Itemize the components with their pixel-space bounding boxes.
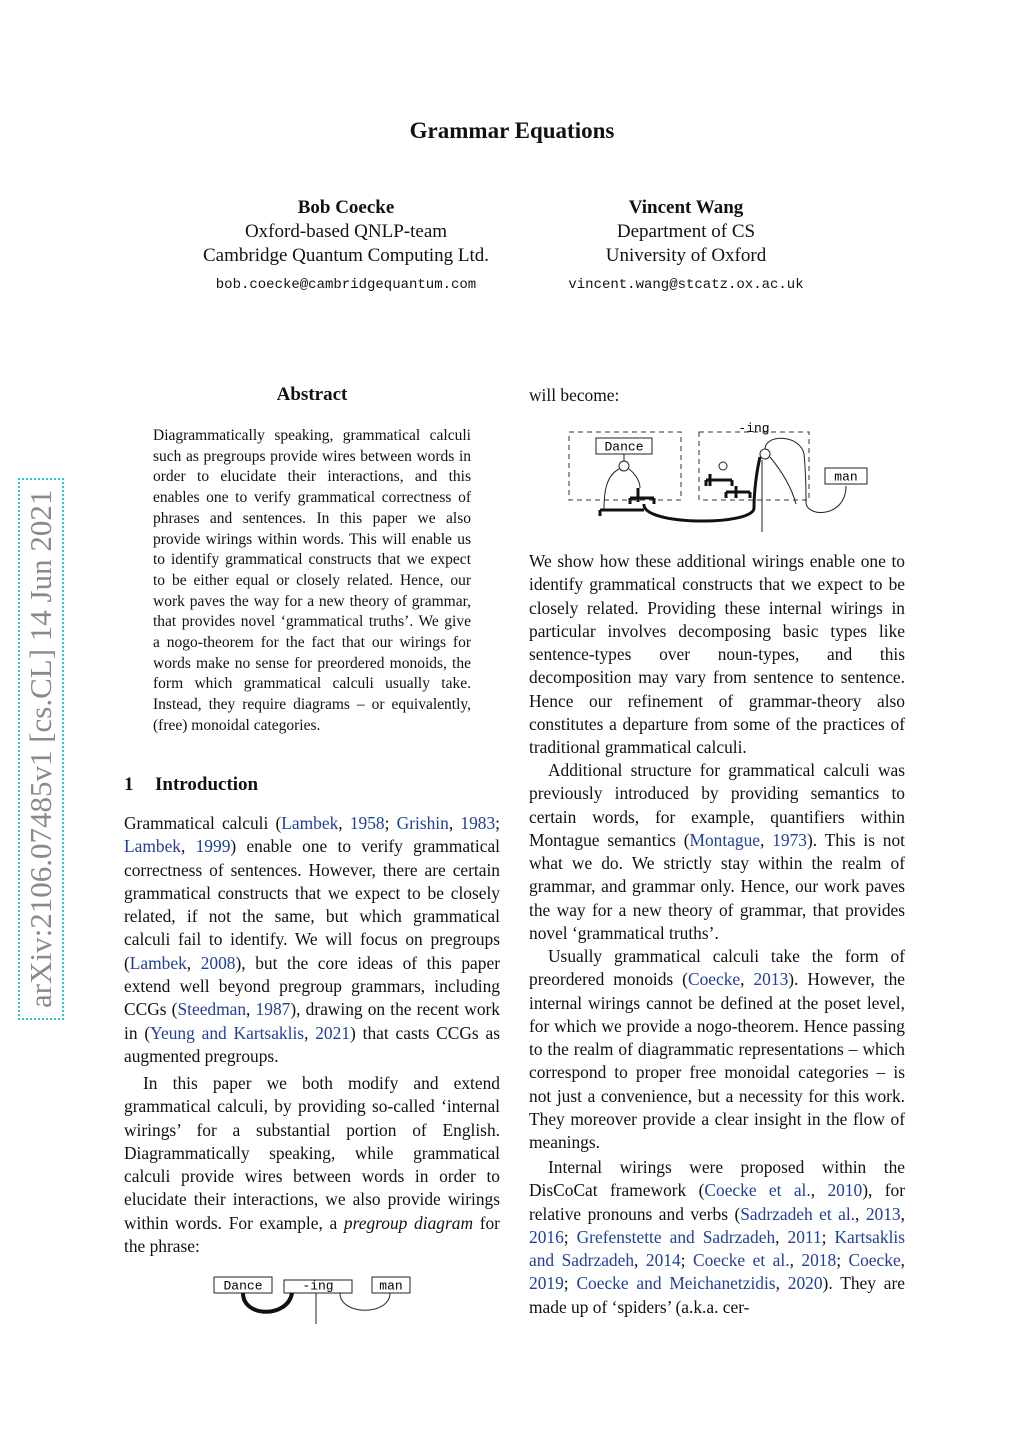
citation-link[interactable]: Grishin: [396, 813, 449, 833]
text-run: ;: [563, 1226, 577, 1247]
text-run: ,: [186, 952, 201, 973]
text-run: ) that casts CCGs as augmented pregroups.: [124, 1022, 500, 1066]
cup-wire: [243, 1293, 292, 1312]
citation-link[interactable]: Lambek: [124, 836, 181, 857]
section-number: 1: [124, 774, 134, 795]
citation-link[interactable]: 2016: [529, 1226, 564, 1247]
spider-node: [760, 449, 770, 459]
emphasis-term: pregroup diagram: [343, 1212, 473, 1233]
author-name: Vincent Wang: [628, 197, 744, 218]
author-affiliation: Department of CS: [616, 221, 756, 242]
text-run: ,: [304, 1022, 316, 1043]
word-label-man: man: [834, 469, 858, 485]
word-label-man: man: [379, 1278, 403, 1294]
text-run: ;: [495, 813, 500, 833]
type-bracket: [706, 474, 732, 486]
abstract-heading: Abstract: [276, 384, 348, 405]
text-run: ,: [900, 1203, 905, 1224]
text-run: ) enable one to verify grammatical correctness of sentences. However, there are certain grammatical constructs that we expect to be closely related, if not the same, but which grammatical calculi fail to identify. We will focus on pregroups (: [124, 836, 500, 973]
text-run: ,: [775, 1226, 788, 1247]
citation-link[interactable]: Coecke and Meichanetzidis: [576, 1273, 776, 1294]
author-email[interactable]: vincent.wang@stcatz.ox.ac.uk: [568, 277, 804, 293]
wire: [770, 457, 796, 504]
citation-link[interactable]: 2010: [827, 1180, 863, 1201]
author-block-2: [506, 196, 866, 294]
word-label-dance: Dance: [604, 439, 644, 455]
body-paragraph-1: We show how these additional wirings enable one to identify grammatical constructs that we expect to be closely related. Providing these internal wirings in particular involves decomposing basic types like sentence-types over noun-types, and this decomposition may vary from sentence to sentence. Hence our refinement of grammar-theory also constitutes a departure from some of the practices of traditional grammatical calculi.: [529, 551, 905, 758]
citation-link[interactable]: 2008: [200, 952, 236, 973]
body-paragraph-4: [529, 1156, 905, 1319]
text-run: ), but the core ideas of this paper extend well beyond pregroup grammars, including CCGs (: [124, 952, 500, 1020]
text-run: ;: [384, 813, 397, 833]
text-run: ;: [563, 1273, 577, 1294]
author-name: Bob Coecke: [297, 197, 395, 218]
text-run: ,: [338, 813, 350, 833]
word-label-ing: -ing: [302, 1278, 334, 1294]
text-run: ,: [246, 999, 256, 1020]
text-run: for the phrase:: [124, 1212, 500, 1257]
citation-link[interactable]: 2020: [787, 1273, 823, 1294]
abstract-text: Diagrammatically speaking, grammatical calculi such as pregroups provide wires between words in order to elucidate their interactions, and this enables one to verify grammatical correctness of phrases and sentences. In this paper we also provide wirings within words. This will enable us to identify grammatical constructs that we expect to be either equal or closely related. Hence, our work paves the way for a new theory of grammar, that provides novel ‘grammatical truths’. We give a nogo-theorem for the fact that our wirings for words make no sense for preordered monoids, the form which grammatical calculi usually take. Instead, they require diagrams – or equivalently, (free) monoidal categories.: [153, 427, 471, 734]
cup-wire: [644, 457, 760, 521]
text-run: ,: [634, 1250, 646, 1271]
citation-link[interactable]: Lambek: [129, 952, 187, 973]
text-run: ,: [448, 813, 461, 833]
body-paragraph-2: [529, 759, 905, 945]
author-affiliation: Oxford-based QNLP-team: [244, 221, 448, 242]
citation-link[interactable]: Steedman: [177, 999, 247, 1020]
citation-link[interactable]: Yeung and Kartsaklis: [150, 1022, 305, 1043]
spider-node: [619, 461, 629, 471]
citation-link[interactable]: Montague: [689, 829, 761, 850]
text-run: ,: [789, 1250, 802, 1271]
text-run: ). This is not what we do. We strictly stay within the realm of grammar, and grammar only. Hence, our work paves the way for a new theory of grammar, that provides novel ‘grammatical truths’.: [529, 829, 905, 944]
text-run: ;: [836, 1250, 849, 1271]
type-bracket: [726, 486, 750, 498]
type-bracket: [600, 510, 644, 516]
citation-link[interactable]: 2019: [529, 1273, 564, 1294]
text-run: ), for relative pronouns and verbs (: [529, 1180, 905, 1224]
text-run: Grammatical calculi (: [124, 813, 282, 833]
wire: [604, 469, 619, 509]
citation-link[interactable]: 1973: [772, 829, 807, 850]
section-title: Introduction: [155, 774, 259, 795]
citation-link[interactable]: 2013: [865, 1203, 901, 1224]
word-label-dance: Dance: [223, 1278, 263, 1294]
section-heading: [124, 774, 258, 796]
word-label-ing: -ing: [738, 421, 770, 436]
lead-sentence: will become:: [529, 385, 620, 405]
author-block-1: [166, 196, 526, 294]
text-run: Internal wirings were proposed within the DisCoCat framework (: [529, 1157, 905, 1201]
intro-paragraph-2: [124, 1072, 500, 1258]
text-run: ,: [810, 1180, 828, 1201]
pregroup-diagram: [200, 1268, 430, 1328]
text-run: ,: [180, 836, 196, 857]
body-paragraph-3: [529, 945, 905, 1155]
citation-link[interactable]: 1983: [460, 813, 496, 833]
author-affiliation: Cambridge Quantum Computing Ltd.: [202, 245, 490, 266]
citation-link[interactable]: Coecke: [848, 1250, 901, 1271]
internal-wiring-diagram: [560, 414, 880, 536]
text-run: ), drawing on the recent work in (: [124, 999, 501, 1043]
text-run: In this paper we both modify and extend grammatical calculi, by providing so-called ‘internal wirings’ for a substantial portion of English. Diagrammatically speaking, while grammatical calculi provide wires between words in order to elucidate their interactions, we also provide wirings within words. For example, a: [124, 1073, 500, 1233]
type-bracket: [630, 488, 654, 504]
text-run: ,: [740, 969, 754, 990]
citation-link[interactable]: 2011: [787, 1226, 822, 1247]
text-run: ,: [775, 1273, 788, 1294]
text-run: ,: [855, 1203, 866, 1224]
citation-link[interactable]: 2013: [753, 969, 789, 990]
citation-link[interactable]: Coecke: [687, 969, 741, 990]
citation-link[interactable]: 1987: [255, 999, 291, 1020]
text-run: Usually grammatical calculi take the form of preordered monoids (: [529, 946, 905, 990]
arxiv-identifier[interactable]: arXiv:2106.07485v1 [cs.CL] 14 Jun 2021: [18, 478, 64, 1020]
text-run: ). They are made up of ‘spiders’ (a.k.a. cer-: [529, 1273, 905, 1317]
text-run: ;: [821, 1226, 835, 1247]
citation-link[interactable]: 2018: [801, 1250, 837, 1271]
citation-link[interactable]: Grefenstette and Sadrzadeh: [576, 1226, 776, 1247]
paper-title: Grammar Equations: [409, 118, 615, 143]
citation-link[interactable]: Coecke et al.: [704, 1180, 811, 1201]
citation-link[interactable]: 1999: [195, 836, 231, 857]
text-run: ,: [760, 829, 773, 850]
citation-link[interactable]: Sadrzadeh et al.: [740, 1203, 856, 1224]
text-run: ). However, the internal wirings cannot be defined at the poset level, for which we provide a nogo-theorem. Hence passing to the realm of diagrammatic representations – which correspond to proper free monoidal categories – is not just a convenience, but a necessity for this work. They moreover provide a clear insight in the flow of meanings.: [529, 969, 906, 1153]
citation-link[interactable]: 2021: [315, 1022, 351, 1043]
spider-node: [719, 462, 727, 470]
text-run: Additional structure for grammatical calculi was previously introduced by providing semantics to certain words, for example, quantifiers within Montague semantics (: [529, 760, 905, 850]
cup-wire: [340, 1293, 390, 1310]
citation-link[interactable]: Lambek: [281, 813, 339, 833]
wire: [629, 469, 640, 488]
author-email[interactable]: bob.coecke@cambridgequantum.com: [215, 277, 477, 293]
text-run: ;: [680, 1250, 693, 1271]
citation-link[interactable]: Kartsaklis and Sadrzadeh: [529, 1226, 905, 1271]
intro-paragraph-1: [124, 812, 500, 1068]
citation-link[interactable]: 1958: [349, 813, 385, 833]
citation-link[interactable]: Coecke et al.: [692, 1250, 790, 1271]
citation-link[interactable]: 2014: [645, 1250, 681, 1271]
author-affiliation: University of Oxford: [605, 245, 767, 266]
text-run: ,: [900, 1250, 906, 1271]
